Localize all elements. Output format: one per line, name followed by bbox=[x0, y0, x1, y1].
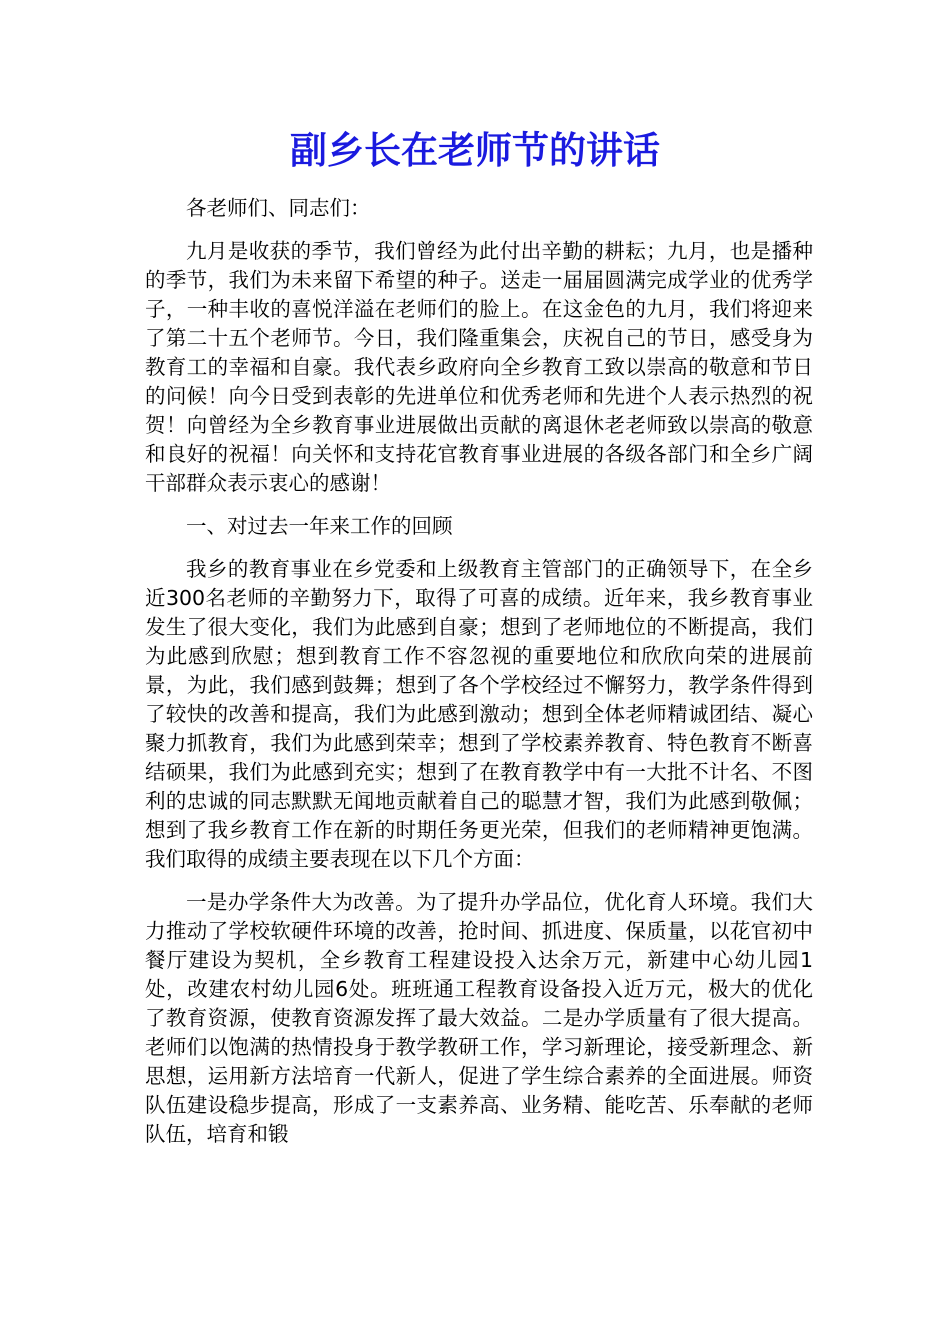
opening-paragraph: 九月是收获的季节，我们曾经为此付出辛勤的耕耘；九月，也是播种的季节，我们为未来留下希望的种子。送走一届届圆满完成学业的优秀学子，一种丰收的喜悦洋溢在老师们的脸上。在这金色的九月，我们将迎来了第二十五个老师节。今日，我们隆重集会，庆祝自己的节日，感受身为教育工的幸福和自豪。我代表乡政府向全乡教育工致以崇高的敬意和节日的问候！向今日受到表彰的先进单位和优秀老师和先进个人表示热烈的祝贺！向曾经为全乡教育事业进展做出贡献的离退休老老师致以崇高的敬意和良好的祝福！向关怀和支持花官教育事业进展的各级各部门和全乡广阔干部群众表示衷心的感谢！ bbox=[145, 239, 813, 495]
section-heading: 一、对过去一年来工作的回顾 bbox=[186, 514, 453, 538]
review-paragraph: 我乡的教育事业在乡党委和上级教育主管部门的正确领导下，在全乡近300名老师的辛勤努力下，取得了可喜的成绩。近年来，我乡教育事业发生了很大变化，我们为此感到自豪；想到了老师地位的不断提高，我们为此感到欣慰；想到教育工作不容忽视的重要地位和欣欣向荣的进展前景，为此，我们感到鼓舞；想到了各个学校经过不懈努力，教学条件得到了较快的改善和提高，我们为此感到激动；想到全体老师精诚团结、凝心聚力抓教育，我们为此感到荣幸；想到了学校素养教育、特色教育不断喜结硕果，我们为此感到充实；想到了在教育教学中有一大批不计名、不图利的忠诚的同志默默无闻地贡献着自己的聪慧才智，我们为此感到敬佩；想到了我乡教育工作在新的时期任务更光荣，但我们的老师精神更饱满。我们取得的成绩主要表现在以下几个方面： bbox=[145, 557, 813, 871]
speech-body bbox=[145, 194, 813, 1163]
page-title: 副乡长在老师节的讲话 bbox=[290, 129, 660, 172]
achievements-paragraph: 一是办学条件大为改善。为了提升办学品位，优化育人环境。我们大力推动了学校软硬件环境的改善，抢时间、抓进度、保质量，以花官初中餐厅建设为契机，全乡教育工程建设投入达余万元，新建中心幼儿园1处，改建农村幼儿园6处。班班通工程教育设备投入近万元，极大的优化了教育资源，使教育资源发挥了最大效益。二是办学质量有了很大提高。老师们以饱满的热情投身于教学教研工作，学习新理论，接受新理念、新思想，运用新方法培育一代新人，促进了学生综合素养的全面进展。师资队伍建设稳步提高，形成了一支素养高、业务精、能吃苦、乐奉献的老师队伍，培育和锻 bbox=[145, 890, 813, 1146]
salutation-paragraph: 各老师们、同志们： bbox=[186, 196, 371, 220]
